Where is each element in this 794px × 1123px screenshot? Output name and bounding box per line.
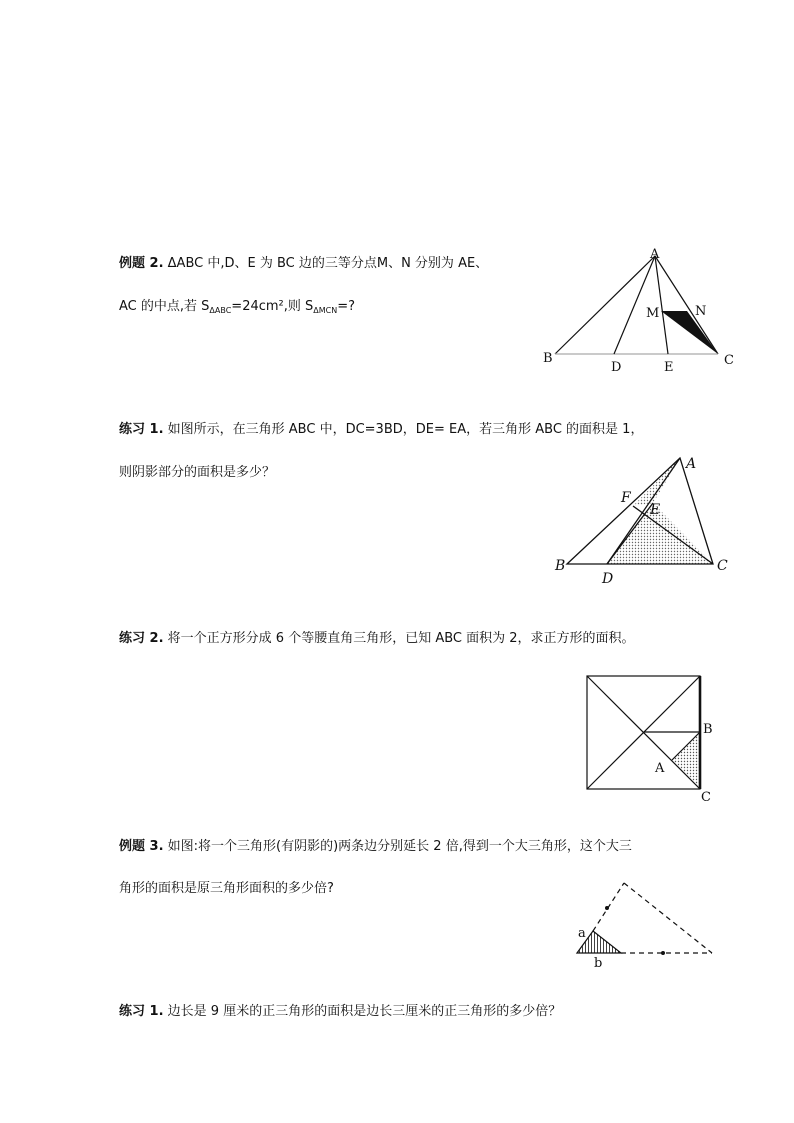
point-a-label: A <box>650 247 660 262</box>
example2-text-1: ΔABC 中,D、E 为 BC 边的三等分点M、N 分别为 AE、 <box>167 256 489 271</box>
point-b-label: B <box>543 351 553 366</box>
practice1a-line2: 则阴影部分的面积是多少？ <box>119 465 276 480</box>
example2-line1 <box>119 255 488 273</box>
practice2-line1 <box>119 630 635 648</box>
shaded-triangle-abc <box>672 732 700 789</box>
point-n-label: N <box>695 304 707 319</box>
point-mark-1 <box>605 906 609 910</box>
example2-sub-mcn: ΔMCN <box>313 306 338 315</box>
point-e-label: E <box>664 360 674 375</box>
example2-text-2b: =24cm²,则 S <box>231 299 314 314</box>
practice1a-figure <box>550 448 740 588</box>
practice1a-text-1: 如图所示，在三角形 ABC 中，DC=3BD，DE= EA，若三角形 ABC 的面积是 1， <box>167 422 644 437</box>
example3-line2: 角形的面积是原三角形面积的多少倍? <box>119 881 334 896</box>
practice1a-label: 练习 1. <box>119 422 164 437</box>
side-b-label: b <box>594 956 603 970</box>
example2-line2 <box>119 298 355 320</box>
point-d-label: D <box>602 571 614 587</box>
practice2-label: 练习 2. <box>119 631 164 646</box>
practice2-text-1: 将一个正方形分成 6 个等腰直角三角形，已知 ABC 面积为 2，求正方形的面积。 <box>167 631 635 646</box>
point-c-label: C <box>701 790 711 805</box>
practice2-figure <box>578 667 718 807</box>
practice1b-text-1: 边长是 9 厘米的正三角形的面积是边长三厘米的正三角形的多少倍？ <box>167 1004 562 1019</box>
edge-ac <box>655 256 718 354</box>
practice1b-line1 <box>119 1003 561 1021</box>
example2-text-2a: AC 的中点,若 S <box>119 299 210 314</box>
shaded-triangle-mcn <box>661 311 718 354</box>
point-f-label: F <box>621 490 631 506</box>
point-m-label: M <box>646 306 660 321</box>
point-e-label: E <box>650 502 661 518</box>
example2-text-2c: =? <box>337 299 356 314</box>
example3-text-1: 如图:将一个三角形(有阴影的)两条边分别延长 2 倍,得到一个大三角形，这个大三 <box>167 839 632 854</box>
point-b-label: B <box>703 722 713 737</box>
side-a-label: a <box>578 926 586 941</box>
point-a-label: A <box>686 456 697 472</box>
large-triangle-side <box>624 883 712 953</box>
example2-label: 例题 2. <box>119 256 164 271</box>
example2-figure <box>538 240 738 380</box>
example3-figure <box>570 875 720 970</box>
example3-label: 例题 3. <box>119 839 164 854</box>
example2-sub-abc: ΔABC <box>209 306 232 315</box>
example3-line1 <box>119 838 632 856</box>
point-c-label: C <box>724 353 734 368</box>
point-c-label: C <box>717 558 728 574</box>
point-a-label: A <box>655 761 665 776</box>
point-b-label: B <box>555 558 566 574</box>
segment-ae <box>655 256 668 354</box>
edge-ab <box>555 256 655 354</box>
segment-ad <box>614 256 655 354</box>
point-mark-2 <box>661 951 665 955</box>
practice1a-line1 <box>119 421 643 439</box>
practice1b-label: 练习 1. <box>119 1004 164 1019</box>
point-d-label: D <box>611 360 622 375</box>
